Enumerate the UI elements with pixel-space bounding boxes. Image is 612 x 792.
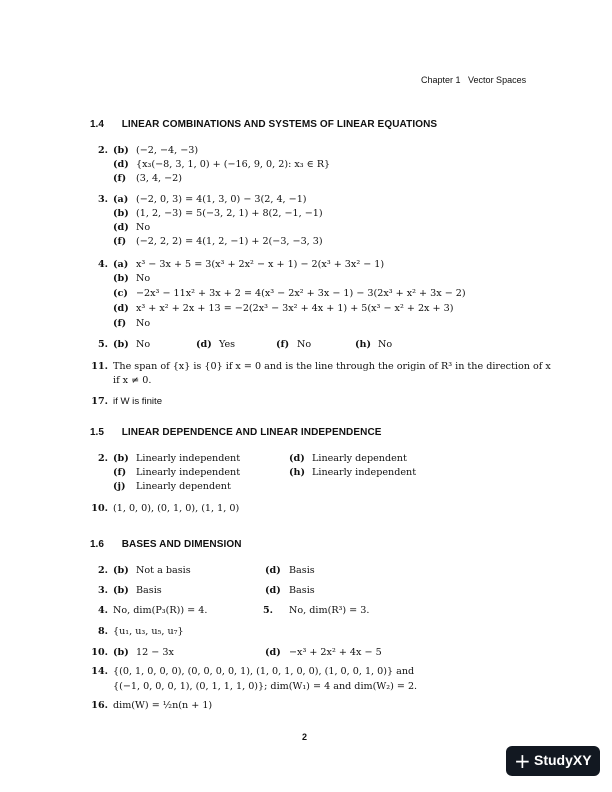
answer-text: No (136, 273, 151, 284)
exercise-number: 4. (97, 259, 108, 270)
exercise-number: 10. (91, 503, 108, 514)
answer-text: 12 − 3x (136, 647, 174, 658)
answer-text: Linearly dependent (312, 453, 407, 464)
exercise-number: 5. (262, 605, 273, 616)
answer-text: (3, 4, −2) (136, 173, 183, 184)
part-label: (d) (265, 647, 281, 658)
part-label: (d) (113, 222, 129, 233)
exercise-number: 3. (97, 585, 108, 596)
answer-text: Basis (289, 565, 315, 576)
logo-text: StudyXY (534, 752, 592, 768)
part-label: (b) (113, 565, 129, 576)
answer-text: −2x³ − 11x² + 3x + 2 = 4(x³ − 2x² + 3x − 1) − 3(2x³ + x² + 3x − 2) (136, 288, 466, 299)
answer-text: (−2, 0, 3) = 4(1, 3, 0) − 3(2, 4, −1) (136, 194, 307, 205)
page-number: 2 (302, 732, 308, 742)
exercise-number: 2. (97, 145, 108, 156)
studyxy-logo (506, 746, 600, 776)
answer-text: Linearly dependent (136, 481, 231, 492)
answer-text: {u₁, u₃, u₅, u₇} (113, 626, 184, 637)
exercise-number: 14. (91, 666, 108, 677)
part-label: (b) (113, 273, 129, 284)
part-label: (h) (289, 467, 306, 478)
answer-text: {(−1, 0, 0, 0, 1), (0, 1, 1, 1, 0)}; dim(W₁) = 4 and dim(W₂) = 2. (113, 681, 418, 692)
answer-text: No (378, 339, 393, 350)
answer-text: (1, 0, 0), (0, 1, 0), (1, 1, 0) (113, 503, 240, 514)
answer-text: dim(W) = ½n(n + 1) (113, 700, 213, 711)
answer-text: Not a basis (136, 565, 191, 576)
header-title: Vector Spaces (468, 75, 527, 85)
part-label: (f) (113, 173, 127, 184)
part-label: (a) (113, 194, 129, 205)
part-label: (b) (113, 585, 129, 596)
part-label: (b) (113, 145, 129, 156)
running-header (421, 75, 526, 85)
answer-text: x³ − 3x + 5 = 3(x³ + 2x² − x + 1) − 2(x³ + 3x² − 1) (136, 259, 385, 270)
part-label: (d) (196, 339, 212, 350)
exercise-number: 3. (97, 194, 108, 205)
part-label: (c) (113, 288, 128, 299)
answer-text: {x₃(−8, 3, 1, 0) + (−16, 9, 0, 2): x₃ ∈ R} (136, 159, 331, 170)
answer-text: (−2, 2, 2) = 4(1, 2, −1) + 2(−3, −3, 3) (136, 236, 323, 247)
part-label: (d) (113, 303, 129, 314)
answer-text: No, dim(P₃(R)) = 4. (113, 605, 208, 616)
exercise-number: 16. (91, 700, 108, 711)
section-heading-1-4 (90, 114, 437, 132)
answer-text: Linearly independent (136, 467, 241, 478)
answer-text: No (136, 222, 151, 233)
section-title: BASES AND DIMENSION (121, 539, 242, 550)
part-label: (f) (113, 236, 127, 247)
plus-icon: + (514, 749, 531, 773)
part-label: (b) (113, 339, 129, 350)
exercise-number: 2. (97, 565, 108, 576)
header-chapter: Chapter 1 (421, 75, 461, 85)
answer-text: Yes (219, 339, 236, 350)
answer-text: No (297, 339, 312, 350)
exercise-number: 4. (97, 605, 108, 616)
part-label: (b) (113, 208, 129, 219)
exercise-number: 10. (91, 647, 108, 658)
section-heading-1-5 (90, 422, 382, 440)
answer-text: if x ≠ 0. (113, 375, 152, 386)
part-label: (d) (113, 159, 129, 170)
section-title: LINEAR DEPENDENCE AND LINEAR INDEPENDENCE (121, 427, 382, 438)
section-number: 1.5 (90, 427, 104, 438)
section-title: LINEAR COMBINATIONS AND SYSTEMS OF LINEAR EQUATIONS (121, 119, 438, 130)
answer-text: The span of {x} is {0} if x = 0 and is the line through the origin of R³ in the direction of x (113, 361, 551, 372)
section-number: 1.4 (90, 119, 104, 130)
answer-text: if W is finite (113, 396, 163, 407)
part-label: (a) (113, 259, 129, 270)
part-label: (f) (113, 467, 127, 478)
answer-text: Linearly independent (136, 453, 241, 464)
answer-text: (1, 2, −3) = 5(−3, 2, 1) + 8(2, −1, −1) (136, 208, 323, 219)
section-heading-1-6 (90, 534, 242, 552)
answer-text: x³ + x² + 2x + 13 = −2(2x³ − 3x² + 4x + 1) + 5(x³ − x² + 2x + 3) (136, 303, 454, 314)
part-label: (j) (113, 481, 126, 492)
part-label: (b) (113, 647, 129, 658)
answer-text: No (136, 339, 151, 350)
exercise-number: 5. (97, 339, 108, 350)
answer-text: Linearly independent (312, 467, 417, 478)
exercise-number: 8. (97, 626, 108, 637)
part-label: (d) (265, 585, 281, 596)
answer-text: −x³ + 2x² + 4x − 5 (289, 647, 382, 658)
answer-text: {(0, 1, 0, 0, 0), (0, 0, 0, 0, 1), (1, 0, 1, 0, 0), (1, 0, 0, 1, 0)} and (113, 666, 415, 677)
answer-text: No, dim(R³) = 3. (289, 605, 370, 616)
part-label: (d) (289, 453, 305, 464)
answer-text: Basis (136, 585, 162, 596)
exercise-number: 17. (91, 396, 108, 407)
part-label: (d) (265, 565, 281, 576)
part-label: (f) (276, 339, 290, 350)
part-label: (b) (113, 453, 129, 464)
section-number: 1.6 (90, 539, 104, 550)
part-label: (h) (355, 339, 372, 350)
exercise-number: 11. (91, 361, 108, 372)
answer-text: (−2, −4, −3) (136, 145, 199, 156)
part-label: (f) (113, 318, 127, 329)
answer-text: No (136, 318, 151, 329)
answer-text: Basis (289, 585, 315, 596)
exercise-number: 2. (97, 453, 108, 464)
